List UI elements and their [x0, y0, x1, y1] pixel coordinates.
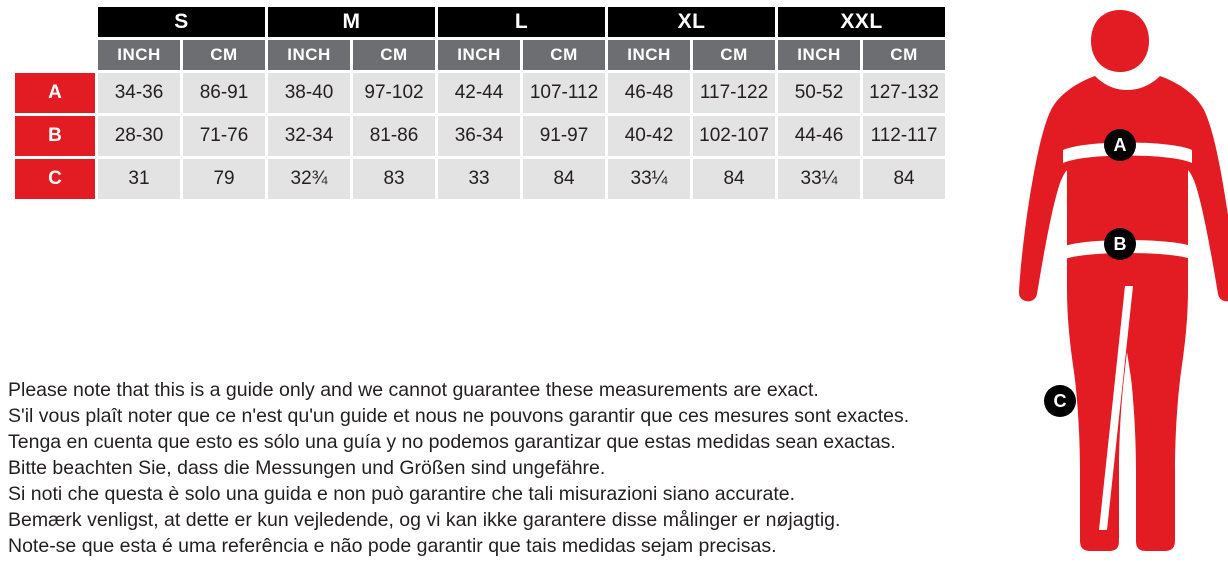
cell-c-xxl-inch: 33¼	[778, 159, 860, 199]
unit-header-xl-cm: CM	[693, 40, 775, 70]
cell-b-s-inch: 28-30	[98, 116, 180, 156]
cell-b-s-cm: 71-76	[183, 116, 265, 156]
note-en: Please note that this is a guide only and we cannot guarantee these measurements are exact.	[8, 379, 819, 401]
cell-a-xxl-inch: 50-52	[778, 73, 860, 113]
cell-a-xl-inch: 46-48	[608, 73, 690, 113]
unit-header-s-cm: CM	[183, 40, 265, 70]
cell-c-xxl-cm: 84	[863, 159, 945, 199]
row-label-a: A	[15, 73, 95, 113]
marker-c: C	[1044, 385, 1076, 417]
size-header-xl: XL	[608, 7, 775, 37]
cell-b-m-inch: 32-34	[268, 116, 350, 156]
cell-a-s-inch: 34-36	[98, 73, 180, 113]
row-label-b: B	[15, 116, 95, 156]
unit-header-xxl-inch: INCH	[778, 40, 860, 70]
unit-header-m-cm: CM	[353, 40, 435, 70]
cell-c-xl-inch: 33¼	[608, 159, 690, 199]
unit-header-l-cm: CM	[523, 40, 605, 70]
row-label-c: C	[15, 159, 95, 199]
table-row	[15, 159, 945, 199]
marker-b: B	[1104, 228, 1136, 260]
cell-a-l-inch: 42-44	[438, 73, 520, 113]
body-figure	[975, 0, 1228, 563]
size-header-l: L	[438, 7, 605, 37]
cell-b-l-inch: 36-34	[438, 116, 520, 156]
note-fr: S'il vous plaît noter que ce n'est qu'un guide et nous ne pouvons garantir que ces mesures sont exactes.	[8, 405, 910, 427]
note-es: Tenga en cuenta que esto es sólo una guía y no podemos garantizar que estas medidas sean exactas.	[8, 431, 896, 453]
male-silhouette-icon	[975, 0, 1228, 563]
marker-a: A	[1104, 129, 1136, 161]
corner-cell-2	[15, 40, 95, 70]
note-de: Bitte beachten Sie, dass die Messungen und Größen sind ungefähre.	[8, 457, 606, 479]
cell-b-xl-cm: 102-107	[693, 116, 775, 156]
corner-cell	[15, 7, 95, 37]
cell-b-xxl-cm: 112-117	[863, 116, 945, 156]
unit-header-xxl-cm: CM	[863, 40, 945, 70]
unit-header-xl-inch: INCH	[608, 40, 690, 70]
cell-c-m-cm: 83	[353, 159, 435, 199]
size-chart	[12, 4, 942, 202]
size-chart-table	[12, 4, 948, 202]
disclaimer-notes	[8, 378, 968, 560]
cell-c-xl-cm: 84	[693, 159, 775, 199]
size-header-s: S	[98, 7, 265, 37]
note-da: Bemærk venligst, at dette er kun vejledende, og vi kan ikke garantere disse målinger er nøjagtig.	[8, 509, 841, 531]
unit-header-s-inch: INCH	[98, 40, 180, 70]
cell-b-xxl-inch: 44-46	[778, 116, 860, 156]
cell-b-xl-inch: 40-42	[608, 116, 690, 156]
cell-a-xl-cm: 117-122	[693, 73, 775, 113]
cell-c-l-inch: 33	[438, 159, 520, 199]
size-header-row	[15, 7, 945, 37]
cell-b-l-cm: 91-97	[523, 116, 605, 156]
note-it: Si noti che questa è solo una guida e non può garantire che tali misurazioni siano accurate.	[8, 483, 795, 505]
cell-c-l-cm: 84	[523, 159, 605, 199]
cell-c-m-inch: 32¾	[268, 159, 350, 199]
cell-a-m-inch: 38-40	[268, 73, 350, 113]
unit-header-l-inch: INCH	[438, 40, 520, 70]
table-row	[15, 116, 945, 156]
unit-header-m-inch: INCH	[268, 40, 350, 70]
table-row	[15, 73, 945, 113]
cell-a-l-cm: 107-112	[523, 73, 605, 113]
size-header-xxl: XXL	[778, 7, 945, 37]
cell-b-m-cm: 81-86	[353, 116, 435, 156]
unit-header-row	[15, 40, 945, 70]
note-pt: Note-se que esta é uma referência e não pode garantir que tais medidas sejam precisas.	[8, 535, 777, 557]
cell-c-s-inch: 31	[98, 159, 180, 199]
cell-a-xxl-cm: 127-132	[863, 73, 945, 113]
size-header-m: M	[268, 7, 435, 37]
cell-a-m-cm: 97-102	[353, 73, 435, 113]
cell-c-s-cm: 79	[183, 159, 265, 199]
cell-a-s-cm: 86-91	[183, 73, 265, 113]
